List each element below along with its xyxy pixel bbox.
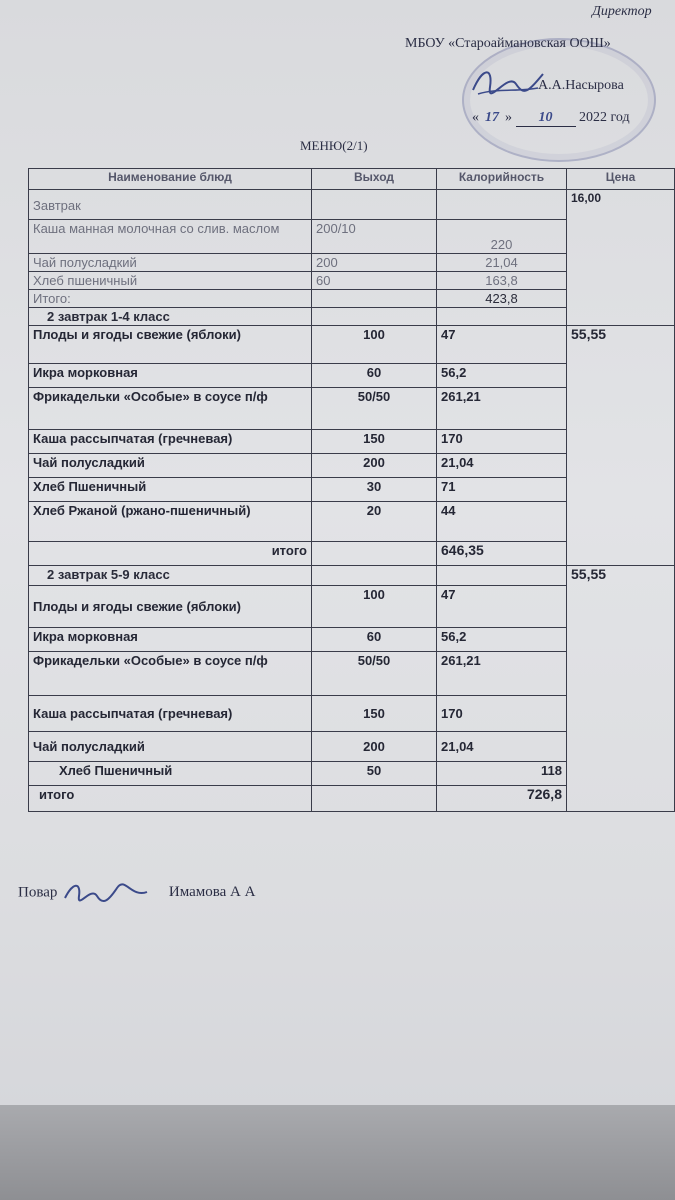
col-header-price: Цена	[567, 169, 675, 190]
date-month: 10	[516, 110, 576, 127]
total-label: итого	[29, 786, 312, 812]
dish-calories: 163,8	[437, 272, 567, 290]
total-label: Итого:	[29, 290, 312, 308]
dish-name: Плоды и ягоды свежие (яблоки)	[29, 326, 312, 364]
section-title: 2 завтрак 1-4 класс	[29, 308, 312, 326]
dish-name: Фрикадельки «Особые» в соусе п/ф	[29, 652, 312, 696]
menu-title: МЕНЮ(2/1)	[300, 138, 368, 153]
dish-yield: 60	[312, 272, 437, 290]
dish-name: Каша рассыпчатая (гречневая)	[29, 696, 312, 732]
section-price: 16,00	[567, 190, 675, 326]
cook-signature	[61, 880, 151, 906]
dish-yield: 60	[312, 364, 437, 388]
dish-calories: 56,2	[437, 628, 567, 652]
total-value: 423,8	[437, 290, 567, 308]
dish-name: Плоды и ягоды свежие (яблоки)	[29, 586, 312, 628]
section-title: 2 завтрак 5-9 класс	[29, 566, 312, 586]
cook-label: Повар	[18, 884, 58, 901]
dish-calories: 47	[437, 586, 567, 628]
date-open-quote: «	[472, 110, 479, 125]
dish-calories: 170	[437, 430, 567, 454]
header-director: Директор	[592, 4, 652, 19]
dish-yield: 60	[312, 628, 437, 652]
dish-calories: 21,04	[437, 254, 567, 272]
dish-calories: 71	[437, 478, 567, 502]
dish-yield: 200	[312, 732, 437, 762]
dish-calories: 220	[437, 220, 567, 254]
dish-calories: 261,21	[437, 388, 567, 430]
section-price: 55,55	[567, 566, 675, 812]
dish-yield: 200/10	[312, 220, 437, 254]
dish-name: Чай полусладкий	[29, 454, 312, 478]
dish-calories: 261,21	[437, 652, 567, 696]
dish-name: Хлеб Пшеничный	[29, 762, 312, 786]
date-year: 2022 год	[579, 110, 630, 125]
director-signature	[468, 62, 548, 102]
dish-name: Чай полусладкий	[29, 254, 312, 272]
dish-calories: 170	[437, 696, 567, 732]
dish-name: Хлеб Пшеничный	[29, 478, 312, 502]
dish-yield: 150	[312, 430, 437, 454]
header-school: МБОУ «Староаймановская ООШ»	[405, 36, 611, 51]
dish-name: Каша рассыпчатая (гречневая)	[29, 430, 312, 454]
cook-name: Имамова А А	[168, 884, 256, 901]
dish-calories: 21,04	[437, 732, 567, 762]
date-day: 17	[485, 110, 499, 125]
dish-calories: 56,2	[437, 364, 567, 388]
col-header-calories: Калорийность	[437, 169, 567, 190]
dish-yield: 100	[312, 326, 437, 364]
section-title: Завтрак	[29, 190, 312, 220]
dish-yield: 150	[312, 696, 437, 732]
dish-yield: 50/50	[312, 652, 437, 696]
table-header-row	[29, 169, 675, 190]
section-row-grades-5-9	[29, 566, 675, 586]
dish-yield: 100	[312, 586, 437, 628]
dish-name: Каша манная молочная со слив. маслом	[29, 220, 312, 254]
dish-yield: 50/50	[312, 388, 437, 430]
dish-yield: 200	[312, 454, 437, 478]
dish-calories: 118	[437, 762, 567, 786]
dish-name: Хлеб пшеничный	[29, 272, 312, 290]
dish-calories: 47	[437, 326, 567, 364]
table-row	[29, 326, 675, 364]
dish-yield: 50	[312, 762, 437, 786]
cook-signature-line	[18, 880, 255, 906]
dish-yield: 20	[312, 502, 437, 542]
col-header-name: Наименование блюд	[29, 169, 312, 190]
dish-name: Чай полусладкий	[29, 732, 312, 762]
total-label: итого	[29, 542, 312, 566]
dish-yield: 200	[312, 254, 437, 272]
dish-name: Хлеб Ржаной (ржано-пшеничный)	[29, 502, 312, 542]
dish-calories: 44	[437, 502, 567, 542]
dish-name: Икра морковная	[29, 628, 312, 652]
background-surface	[0, 1105, 675, 1200]
header-date: « 17 » 10 2022 год	[472, 110, 630, 125]
col-header-yield: Выход	[312, 169, 437, 190]
dish-yield: 30	[312, 478, 437, 502]
dish-name: Фрикадельки «Особые» в соусе п/ф	[29, 388, 312, 430]
total-value: 726,8	[437, 786, 567, 812]
dish-calories: 21,04	[437, 454, 567, 478]
total-value: 646,35	[437, 542, 567, 566]
dish-name: Икра морковная	[29, 364, 312, 388]
header-director-name: А.А.Насырова	[538, 78, 624, 93]
section-row-breakfast	[29, 190, 675, 220]
section-price: 55,55	[567, 326, 675, 566]
menu-table	[28, 168, 675, 812]
